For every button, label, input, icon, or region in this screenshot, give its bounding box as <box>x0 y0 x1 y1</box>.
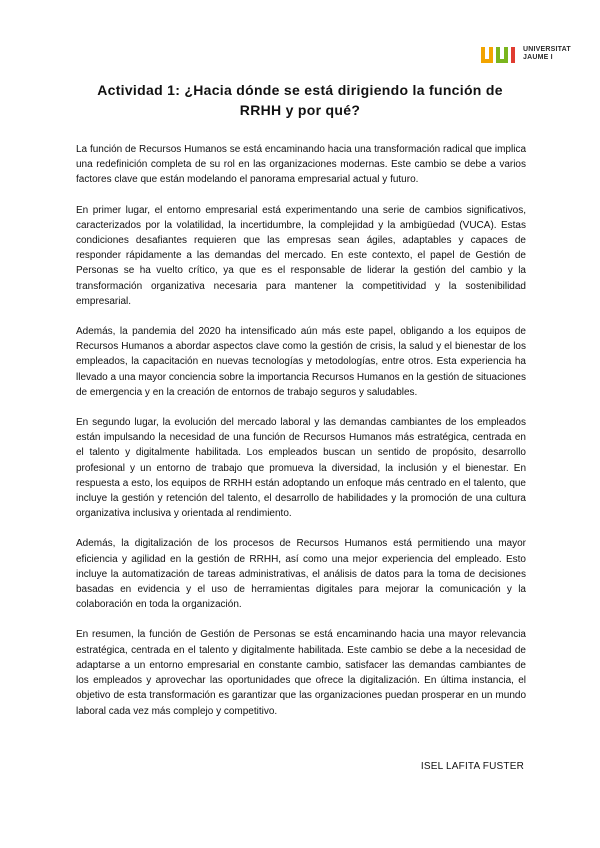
logo-line-1: UNIVERSITAT <box>523 46 571 53</box>
paragraph: En segundo lugar, la evolución del mercado laboral y las demandas cambiantes de los empleados están impulsando la necesidad de una función de Recursos Humanos más estratégica, centrada en el talento y digitalmente habilitada. Los empleados buscan un sentido de propósito, desarrollo profesional y un entorno de trabajo que promueva la diversidad, la inclusión y el bienestar. En respuesta a esto, los equipos de RRHH están adoptando un enfoque más centrado en el talento, que incluye la gestión y retención del talento, el desarrollo de habilidades y la promoción de una cultura organizativa inclusiva y orientada al rendimiento. <box>76 417 526 520</box>
logo-text <box>523 46 571 62</box>
paragraph: En primer lugar, el entorno empresarial está experimentando una serie de cambios significativos, caracterizados por la volatilidad, la incertidumbre, la complejidad y la ambigüedad (VUCA). Estas condiciones desafiantes requieren que las empresas sean ágiles, adaptables y capaces de responder rápidamente a las demandas del mercado. En este contexto, el papel de Gestión de Personas se ha vuelto crítico, ya que es el responsable de liderar la gestión del cambio y la transformación organizativa necesaria para mantener la competitividad y la sostenibilidad empresarial. <box>76 204 526 307</box>
author-signature: ISEL LAFITA FUSTER <box>420 761 524 772</box>
page-title: Actividad 1: ¿Hacia dónde se está dirigiendo la función de RRHH y por qué? <box>97 82 503 118</box>
paragraph: Además, la digitalización de los procesos de Recursos Humanos está permitiendo una mayor eficiencia y agilidad en la gestión de RRHH, así como una mejor experiencia del empleado. Esto incluye la automatización de tareas administrativas, el análisis de datos para la toma de decisiones basadas en evidencia y el uso de herramientas digitales para mejorar la comunicación y la colaboración en toda la organización. <box>76 538 526 611</box>
logo-line-2: JAUME I <box>523 54 553 61</box>
paragraph: Además, la pandemia del 2020 ha intensificado aún más este papel, obligando a los equipos de Recursos Humanos a abordar aspectos clave como la gestión de crisis, la salud y el bienestar de los empleados, la capacitación en nuevas tecnologías y metodologías, entre otros. Esta experiencia ha llevado a una mayor conciencia sobre la importancia Recursos Humanos en la gestión de situaciones de emergencia y en la creación de entornos de trabajo seguros y saludables. <box>76 326 526 398</box>
paragraph: En resumen, la función de Gestión de Personas se está encaminando hacia una mayor relevancia estratégica, centrada en el talento y digitalmente habilitada. Este cambio se debe a la necesidad de adaptarse a un entorno empresarial en constante cambio, satisfacer las demandas cambiantes de los empleados y aprovechar las oportunidades que ofrece la digitalización. En última instancia, el objetivo de esta transformación es garantizar que las organizaciones puedan prosperar en un mundo laboral cada vez más complejo y competitivo. <box>76 629 526 717</box>
university-logo-mark-icon <box>481 47 521 63</box>
university-logo <box>481 45 581 65</box>
document-body <box>76 142 526 734</box>
paragraph: La función de Recursos Humanos se está encaminando hacia una transformación radical que implica una redefinición completa de su rol en las organizaciones modernas. Este cambio se debe a varios factores clave que están modelando el panorama empresarial actual y futuro. <box>76 144 526 186</box>
